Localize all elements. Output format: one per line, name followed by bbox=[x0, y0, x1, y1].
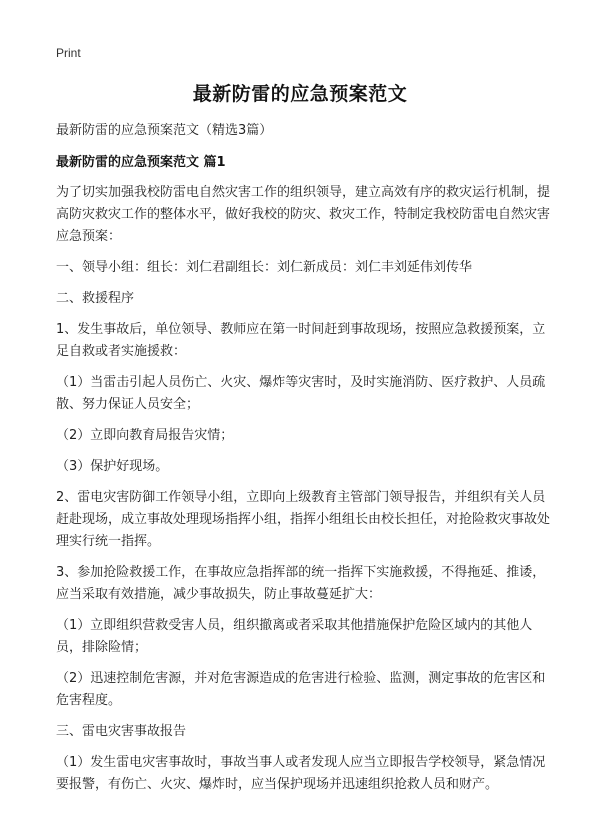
paragraph: （2）立即向教育局报告灾情； bbox=[56, 428, 234, 443]
paragraph: （2）迅速控制危害源，并对危害源造成的危害进行检验、监测，测定事故的危害区和危害程度。 bbox=[56, 671, 546, 708]
section-heading: 最新防雷的应急预案范文 篇1 bbox=[56, 155, 226, 170]
paragraph: 1、发生事故后，单位领导、教师应在第一时间赶到事故现场，按照应急救援预案，立足自救或者实施援救： bbox=[56, 322, 546, 359]
page-title: 最新防雷的应急预案范文 bbox=[192, 83, 408, 105]
paragraph: 3、参加抢险救援工作，在事故应急指挥部的统一指挥下实施救援，不得拖延、推诿，应当采取有效措施，减少事故损失，防止事故蔓延扩大： bbox=[56, 565, 546, 602]
print-label[interactable]: Print bbox=[56, 46, 81, 60]
document-body bbox=[56, 120, 550, 805]
paragraph: 二、救援程序 bbox=[56, 291, 135, 306]
paragraph: （1）立即组织营救受害人员，组织撤离或者采取其他措施保护危险区域内的其他人员，排除险情； bbox=[56, 618, 533, 655]
paragraph: 为了切实加强我校防雷电自然灾害工作的组织领导，建立高效有序的救灾运行机制，提高防灾救灾工作的整体水平，做好我校的防灾、救灾工作，特制定我校防雷电自然灾害应急预案： bbox=[56, 185, 551, 244]
paragraph: （1）当雷击引起人员伤亡、火灾、爆炸等灾害时，及时实施消防、医疗救护、人员疏散、努力保证人员安全； bbox=[56, 375, 546, 412]
paragraph: （1）发生雷电灾害事故时，事故当事人或者发现人应当立即报告学校领导，紧急情况要报警，有伤亡、火灾、爆炸时，应当保护现场并迅速组织抢救人员和财产。 bbox=[56, 755, 546, 792]
paragraph: （3）保护好现场。 bbox=[56, 459, 169, 474]
paragraph: 2、雷电灾害防御工作领导小组，立即向上级教育主管部门领导报告，并组织有关人员赶赴现场，成立事故处理现场指挥小组，指挥小组组长由校长担任，对抢险救灾事故处理实行统一指挥。 bbox=[56, 490, 551, 549]
paragraph: 三、雷电灾害事故报告 bbox=[56, 724, 187, 739]
paragraph: 一、领导小组：组长：刘仁君副组长：刘仁新成员：刘仁丰刘延伟刘传华 bbox=[56, 260, 473, 275]
document-subtitle: 最新防雷的应急预案范文（精选3篇） bbox=[56, 123, 273, 138]
